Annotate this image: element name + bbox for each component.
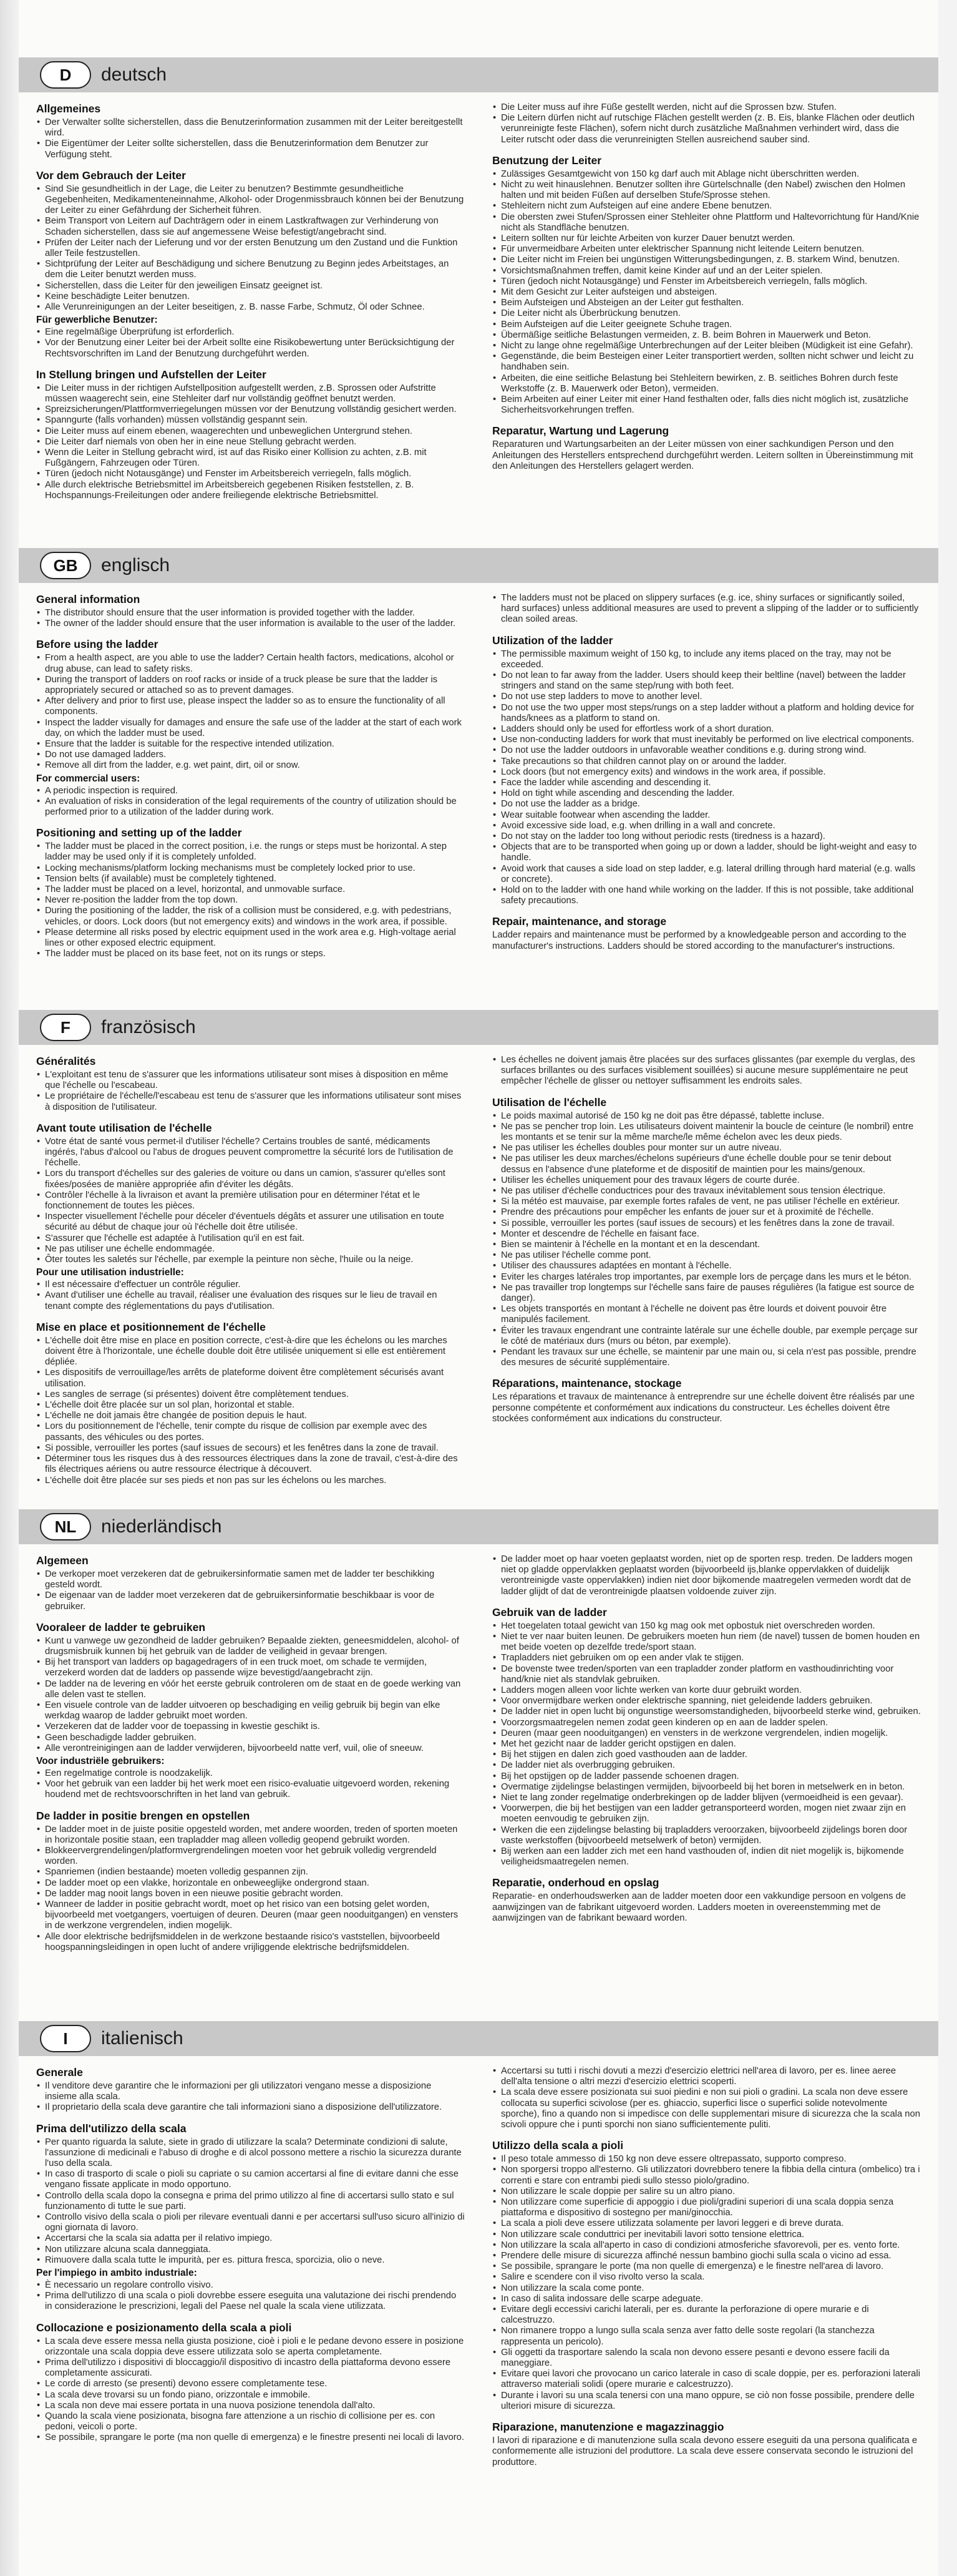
language-name: französisch xyxy=(101,1017,196,1037)
bullet-item: • Vorsichtsmaßnahmen treffen, damit keine Kinder auf und an der Leiter spielen. xyxy=(501,266,921,277)
bullet-item: • Leitern sollten nur für leichte Arbeiten von kurzer Dauer benutzt werden. xyxy=(501,233,921,244)
subsection-heading: Algemeen xyxy=(36,1554,89,1567)
section-header xyxy=(19,548,938,583)
bullet-list xyxy=(492,1055,921,1087)
bullet-item: • Rimuovere dalla scala tutte le impurità, per es. pittura fresca, sporcizia, olio o neve. xyxy=(45,2255,465,2266)
bullet-item: • The ladder must be placed in the correct position, i.e. the rungs or steps must be horizontal. A step ladder may be used only if it is completely unfolded. xyxy=(45,841,465,863)
bullet-item: • L'échelle ne doit jamais être changée de position depuis le haut. xyxy=(45,1411,465,1421)
bullet-item: • Il venditore deve garantire che le informazioni per gli utilizzatori vengano messe a disposizione insieme alla scala. xyxy=(45,2081,465,2102)
bullet-item: • Avoid work that causes a side load on step ladder, e.g. lateral drilling through hard material (e.g. walls or concrete). xyxy=(501,864,921,885)
bullet-item: • Ne pas utiliser d'échelle conductrices pour des travaux inévitablement sous tension électrique. xyxy=(501,1186,921,1197)
bullet-item: • Non utilizzare la scala come ponte. xyxy=(501,2283,921,2294)
bullet-item: • Please determine all risks posed by electric equipment used in the work area e.g. High-voltage aerial lines or other exposed electric equipment. xyxy=(45,928,465,949)
bullet-item: • Die Leitern dürfen nicht auf rutschige Flächen gestellt werden (z. B. Eis, blanke Flächen oder deutlich verunreinigte feste Flächen), sofern nicht durch zusätzliche Maßnahmen verhindert wird, dass die Leiter rutscht oder dass die verunreinigten Stellen ausreichend sauber sind. xyxy=(501,113,921,145)
bullet-item: • Arbeiten, die eine seitliche Belastung bei Stehleitern bewirken, z. B. seitliches Bohren durch feste Werkstoffe (z. B. Mauerwerk oder Beton), vermeiden. xyxy=(501,373,921,394)
bullet-item: • Ne pas utiliser une échelle endommagée. xyxy=(45,1244,465,1255)
bullet-item: • In caso di salita indossare delle scarpe adeguate. xyxy=(501,2294,921,2304)
bullet-item: • Die Leiter nicht im Freien bei ungünstigen Witterungsbedingungen, z. B. starkem Wind, benutzen. xyxy=(501,255,921,265)
bullet-item: • La scala non deve mai essere portata in una nuova posizione tenendola dall'alto. xyxy=(45,2401,465,2411)
bullet-item: • Déterminer tous les risques dus à des ressources électriques dans la zone de travail, c'est-à-dire des fils électriques aériens ou autre ressource électrique à découvert. xyxy=(45,1454,465,1475)
language-code-badge: I xyxy=(40,2025,91,2052)
bullet-item: • Prima dell'utilizzo di una scala o pioli dovrebbe essere eseguita una valutazione dei rischi prendendo in considerazione le prescrizioni, legali del Paese nel quale la scala viene utilizzata. xyxy=(45,2291,465,2312)
bullet-item: • Die Leiter muss auf ihre Füße gestellt werden, nicht auf die Sprossen bzw. Stufen. xyxy=(501,102,921,113)
bullet-item: • Beim Arbeiten auf einer Leiter mit einer Hand festhalten oder, falls dies nicht möglich ist, zusätzliche Sicherheitsvorkehrungen treffen. xyxy=(501,394,921,416)
language-name: italienisch xyxy=(101,2028,183,2049)
bullet-list xyxy=(36,1569,465,1612)
bullet-item: • Do not use step ladders to move to another level. xyxy=(501,692,921,702)
bullet-item: • Quando la scala viene posizionata, bisogna fare attenzione a un rischio di collisione per es. con pedoni, veicoli o porte. xyxy=(45,2411,465,2432)
user-group-heading: Pour une utilisation industrielle: xyxy=(36,1267,184,1278)
bullet-item: • La scala deve trovarsi su un fondo piano, orizzontale e immobile. xyxy=(45,2390,465,2401)
bullet-item: • Bij het opstijgen op de ladder passende schoenen dragen. xyxy=(501,1771,921,1782)
bullet-item: • Trapladders niet gebruiken om op een ander vlak te stijgen. xyxy=(501,1653,921,1663)
bullet-item: • Ne pas se pencher trop loin. Les utilisateurs doivent maintenir la boucle de ceinture (le nombril) entre les montants et se tenir sur la même marche/le même échelon avec les deux pieds. xyxy=(501,1122,921,1143)
user-group-heading: Voor industriële gebruikers: xyxy=(36,1756,165,1767)
bullet-item: • Bij het stijgen en dalen zich goed vasthouden aan de ladder. xyxy=(501,1750,921,1760)
bullet-item: • Les sangles de serrage (si présentes) doivent être complètement tendues. xyxy=(45,1389,465,1400)
bullet-item: • Non utilizzare come superficie di appoggio i due pioli/gradini superiori di una scala doppia senza piattaforma e dispositivo di sostegno per mani/ginocchia. xyxy=(501,2197,921,2218)
column-right xyxy=(492,2066,921,2564)
bullet-item: • Niet te lang zonder regelmatige onderbrekingen op de ladder blijven (vermoeidheid is een gevaar). xyxy=(501,1793,921,1803)
bullet-list xyxy=(36,841,465,959)
subsection-heading: Benutzung der Leiter xyxy=(492,154,602,167)
bullet-item: • Für unvermeidbare Arbeiten unter elektrischer Spannung nicht leitende Leitern benutzen. xyxy=(501,244,921,255)
bullet-item: • Gli oggetti da trasportare salendo la scala non devono essere pesanti e devono essere facili da maneggiare. xyxy=(501,2348,921,2369)
bullet-item: • Objects that are to be transported when going up or down a ladder, should be light-weight and easy to handle. xyxy=(501,842,921,863)
subsection-heading: Allgemeines xyxy=(36,102,101,115)
bullet-list xyxy=(36,1636,465,1754)
bullet-item: • Accertarsi che la scala sia adatta per il relativo impiego. xyxy=(45,2233,465,2244)
subsection-heading: Reparatie, onderhoud en opslag xyxy=(492,1876,659,1889)
bullet-item: • Non utilizzare scale conduttrici per inevitabili lavori sotto tensione elettrica. xyxy=(501,2230,921,2240)
bullet-list xyxy=(492,1621,921,1868)
section-header xyxy=(19,1010,938,1045)
bullet-item: • Alle durch elektrische Betriebsmittel im Arbeitsbereich gegebenen Risiken feststellen, z. B. Hochspannungs-Freileitungen oder andere freiliegende elektrische Betriebsmittel. xyxy=(45,480,465,501)
subsection-heading: Prima dell'utilizzo della scala xyxy=(36,2122,187,2135)
bullet-list xyxy=(36,1768,465,1801)
bullet-item: • Het toegelaten totaal gewicht van 150 kg mag ook met opbostuk niet overschreden worden. xyxy=(501,1621,921,1632)
subsection-heading: Reparatur, Wartung und Lagerung xyxy=(492,424,669,438)
bullet-item: • The owner of the ladder should ensure that the user information is available to the user of the ladder. xyxy=(45,619,465,629)
bullet-list xyxy=(36,1280,465,1312)
bullet-item: • Türen (jedoch nicht Notausgänge) und Fenster im Arbeitsbereich verriegeln, falls möglich. xyxy=(45,469,465,479)
paragraph: Reparatie- en onderhoudswerken aan de ladder moeten door een vakkundige persoon en volgens de aanwijzingen van de fabrikant uitgevoerd worden. Ladders moeten in overeenstemming met de aanwijzingen van de fabrikant bewaard worden. xyxy=(492,1891,906,1923)
bullet-item: • Niet te ver naar buiten leunen. De gebruikers moeten hun riem (de navel) tussen de bomen houden en met beide voeten op dezelfde trede/sport staan. xyxy=(501,1632,921,1653)
bullet-item: • Durante i lavori su una scala tenersi con una mano oppure, se ciò non fosse possibile, prendere delle ulteriori misure di sicurezza. xyxy=(501,2391,921,2412)
bullet-item: • Beim Aufsteigen auf die Leiter geeignete Schuhe tragen. xyxy=(501,320,921,330)
column-left xyxy=(36,1055,465,1486)
bullet-item: • Een regelmatige controle is noodzakelijk. xyxy=(45,1768,465,1779)
language-name: englisch xyxy=(101,555,170,575)
subsection-heading: Généralités xyxy=(36,1055,96,1067)
bullet-list xyxy=(36,608,465,629)
paragraph: I lavori di riparazione e di manutenzione sulla scala devono essere eseguiti da una persona qualificata e conformemente alle istruzioni del produttore. La scala deve essere conservata secondo le istruzioni del produttore. xyxy=(492,2436,918,2467)
subsection-heading: Vooraleer de ladder te gebruiken xyxy=(36,1620,206,1633)
column-right xyxy=(492,1554,921,1984)
bullet-item: • Accertarsi su tutti i rischi dovuti a mezzi d'esercizio elettrici nell'area di lavoro, per es. linee aeree dell'alta tensione o altri mezzi d'esercizio elettrici scoperti. xyxy=(501,2066,921,2087)
bullet-item: • Éviter les travaux engendrant une contrainte latérale sur une échelle double, par exemple perçage sur le côté de matériaux durs (murs ou béton, par exemple). xyxy=(501,1326,921,1347)
bullet-item: • Kunt u vanwege uw gezondheid de ladder gebruiken? Bepaalde ziekten, geneesmiddelen, alcohol- of drugsmisbruik kunnen bij het gebruik van de ladder de veiligheid in gevaar brengen. xyxy=(45,1636,465,1657)
bullet-item: • The ladder must be placed on its base feet, not on its rungs or steps. xyxy=(45,949,465,959)
bullet-item: • Vor der Benutzung einer Leiter bei der Arbeit sollte eine Risikobewertung unter Berücksichtigung der Rechtsvorschriften im Land der Benutzung durchgeführt werden. xyxy=(45,338,465,359)
bullet-item: • Ladders mogen alleen voor lichte werken van korte duur gebruikt worden. xyxy=(501,1685,921,1696)
language-code-badge: F xyxy=(40,1014,91,1041)
bullet-item: • De ladder moet op haar voeten geplaatst worden, niet op de sporten resp. treden. De ladders mogen niet op gladde oppervlakken geplaatst worden (bijvoorbeeld ijs,blanke oppervlakken of duidelijk verontreinigde vaste oppervlakken) indien niet door bijkomende maatregelen vermeden wordt dat de ladder glijdt of dat de verontreinigde plaatsen voldoende zuiver zijn. xyxy=(501,1554,921,1597)
bullet-item: • Take precautions so that children cannot play on or around the ladder. xyxy=(501,757,921,767)
bullet-item: • De ladder niet als overbrugging gebruiken. xyxy=(501,1760,921,1771)
bullet-item: • De bovenste twee treden/sporten van een trapladder zonder platform en vasthoudinrichting voor hand/knie niet als standvlak gebruiken. xyxy=(501,1664,921,1685)
bullet-item: • Do not stay on the ladder too long without periodic rests (tiredness is a hazard). xyxy=(501,831,921,842)
bullet-item: • Evitare degli eccessivi carichi laterali, per es. durante la perforazione di opere murarie e di calcestruzzo. xyxy=(501,2304,921,2326)
bullet-item: • Die Eigentümer der Leiter sollte sicherstellen, dass die Benutzerinformation dem Benutzer zur Verfügung steht. xyxy=(45,139,465,160)
bullet-item: • Do not use damaged ladders. xyxy=(45,750,465,760)
section-german xyxy=(19,57,938,513)
bullet-item: • Inspect the ladder visually for damages and ensure the safe use of the ladder at the start of each work day, on which the ladder must be used. xyxy=(45,718,465,739)
bullet-item: • Contrôler l'échelle à la livraison et avant la première utilisation pour en déterminer l'état et le fonctionnement de toutes les pièces. xyxy=(45,1190,465,1212)
bullet-item: • Die obersten zwei Stufen/Sprossen einer Stehleiter ohne Plattform und Haltevorrichtung für Hand/Knie nicht als Standfläche benutzen. xyxy=(501,212,921,233)
bullet-item: • Les objets transportés en montant à l'échelle ne doivent pas être lourds et doivent pouvoir être manipulés facilement. xyxy=(501,1304,921,1325)
bullet-item: • De ladder moet op een vlakke, horizontale en onbeweeglijke ondergrond staan. xyxy=(45,1878,465,1889)
column-left xyxy=(36,102,465,513)
subsection-heading: Before using the ladder xyxy=(36,638,158,651)
bullet-item: • Le propriétaire de l'échelle/l'escabeau est tenu de s'assurer que les informations utilisateur sont mises à disposition de l'utilisateur. xyxy=(45,1091,465,1112)
bullet-item: • Non utilizzare la scala all'aperto in caso di condizioni atmosferiche sfavorevoli, per es. vento forte. xyxy=(501,2240,921,2251)
bullet-item: • Pendant les travaux sur une échelle, se maintenir par une main ou, si cela n'est pas possible, prendre des mesures de sécurité supplémentaire. xyxy=(501,1347,921,1368)
column-left xyxy=(36,593,465,972)
bullet-item: • The ladders must not be placed on slippery surfaces (e.g. ice, shiny surfaces or significantly soiled, hard surfaces) unless additional measures are used to prevent a slipping of the ladder or to sufficiently clean soiled areas. xyxy=(501,593,921,625)
user-group-heading: Per l'impiego in ambito industriale: xyxy=(36,2268,197,2279)
language-code-badge: GB xyxy=(40,552,91,579)
bullet-item: • È necessario un regolare controllo visivo. xyxy=(45,2280,465,2291)
section-header xyxy=(19,2021,938,2056)
bullet-item: • Les échelles ne doivent jamais être placées sur des surfaces glissantes (par exemple du verglas, des surfaces brillantes ou des surfaces visiblement souillées) si aucune mesure supplémentaire ne peut empêcher l'échelle de glisser ou nettoyer suffisamment les endroits sales. xyxy=(501,1055,921,1087)
bullet-item: • Se possibile, sprangare le porte (ma non quelle di emergenza) e le finestre presenti nei locali di lavoro. xyxy=(45,2432,465,2443)
subsection-heading: Positioning and setting up of the ladder xyxy=(36,826,242,840)
bullet-item: • Een visuele controle van de ladder uitvoeren op beschadiging en veilig gebruik bij begin van elke werkdag waarop de ladder gebruikt moet worden. xyxy=(45,1700,465,1721)
bullet-item: • Geen beschadigde ladder gebruiken. xyxy=(45,1733,465,1743)
bullet-item: • Zulässiges Gesamtgewicht von 150 kg darf auch mit Ablage nicht überschritten werden. xyxy=(501,169,921,180)
bullet-item: • Alle door elektrische bedrijfsmiddelen in de werkzone bestaande risico's vaststellen, bijvoorbeeld hoogspanningsleidingen in open lucht of andere vrijliggende elektrische bedrijfsmiddelen. xyxy=(45,1932,465,1953)
bullet-item: • L'échelle doit être placée sur ses pieds et non pas sur les échelons ou les marches. xyxy=(45,1476,465,1486)
bullet-item: • Overmatige zijdelingse belastingen vermijden, bijvoorbeeld bij het boren in metselwerk en in beton. xyxy=(501,1782,921,1793)
bullet-item: • Locking mechanisms/platform locking mechanisms must be completely locked prior to use. xyxy=(45,863,465,874)
bullet-item: • Salire e scendere con il viso rivolto verso la scala. xyxy=(501,2272,921,2283)
section-dutch xyxy=(19,1509,938,1984)
bullet-item: • Prüfen der Leiter nach der Lieferung und vor der ersten Benutzung um den Zustand und die Funktion aller Teile festzustellen. xyxy=(45,238,465,259)
bullet-item: • De ladder mag nooit langs boven in een nieuwe positie gebracht worden. xyxy=(45,1889,465,1899)
bullet-item: • Nicht zu weit hinauslehnen. Benutzer sollten ihre Gürtelschnalle (den Nabel) zwischen den Holmen halten und mit beiden Füßen auf derselben Stufe/Sprosse stehen. xyxy=(501,180,921,201)
bullet-item: • A periodic inspection is required. xyxy=(45,786,465,796)
paragraph: Ladder repairs and maintenance must be performed by a knowledgeable person and according to the manufacturer's instructions. Ladders should be stored according to the manufacturer's instructions. xyxy=(492,930,906,951)
bullet-item: • Prima dell'utilizzo i dispositivi di bloccaggio/il dispositivo di incastro della piattaforma devono essere completamente assicurati. xyxy=(45,2358,465,2379)
paragraph: Les réparations et travaux de maintenance à entreprendre sur une échelle doivent être réalisés par une personne compétente et conformément aux indications du constructeur. Les échelles doivent être stockées conformément aux indications du constructeur. xyxy=(492,1392,915,1424)
bullet-item: • Deuren (maar geen nooduitgangen) en vensters in de werkzone vergrendelen, indien mogelijk. xyxy=(501,1728,921,1739)
bullet-list xyxy=(36,1137,465,1265)
bullet-item: • The distributor should ensure that the user information is provided together with the ladder. xyxy=(45,608,465,619)
subsection-heading: Réparations, maintenance, stockage xyxy=(492,1377,682,1390)
bullet-item: • Bien se maintenir à l'échelle en la montant et en la descendant. xyxy=(501,1240,921,1250)
bullet-item: • Le corde di arresto (se presenti) devono essere completamente tese. xyxy=(45,2379,465,2389)
subsection-heading: Utilisation de l'échelle xyxy=(492,1095,607,1109)
bullet-item: • Votre état de santé vous permet-il d'utiliser l'échelle? Certains troubles de santé, médicaments ingérés, l'abus d'alcool ou l'abus de drogues peuvent compromettre la sécurité lors de l'utilisation de l'échelle. xyxy=(45,1137,465,1169)
column-left xyxy=(36,1554,465,1984)
bullet-item: • Remove all dirt from the ladder, e.g. wet paint, dirt, oil or snow. xyxy=(45,760,465,771)
bullet-item: • Alle Verunreinigungen an der Leiter beseitigen, z. B. nasse Farbe, Schmutz, Öl oder Schnee. xyxy=(45,302,465,313)
subsection-heading: Mise en place et positionnement de l'échelle xyxy=(36,1320,266,1333)
page-fold-shadow xyxy=(0,0,19,2576)
bullet-item: • Spanriemen (indien bestaande) moeten volledig gespannen zijn. xyxy=(45,1867,465,1878)
bullet-item: • Keine beschädigte Leiter benutzen. xyxy=(45,291,465,302)
bullet-item: • Never re-position the ladder from the top down. xyxy=(45,895,465,906)
bullet-item: • Ôter toutes les saletés sur l'échelle, par exemple la peinture non sèche, l'huile ou la neige. xyxy=(45,1255,465,1265)
subsection-heading: Repair, maintenance, and storage xyxy=(492,915,667,928)
bullet-item: • Blokkeervergrendelingen/platformvergrendelingen moeten voor het gebruik volledig vergrendeld worden. xyxy=(45,1846,465,1867)
bullet-item: • After delivery and prior to first use, please inspect the ladder so as to ensure the functionality of all components. xyxy=(45,696,465,717)
bullet-item: • Il est nécessaire d'effectuer un contrôle régulier. xyxy=(45,1280,465,1290)
bullet-item: • Les dispositifs de verrouillage/les arrêts de plateforme doivent être complètement sécurisés avant utilisation. xyxy=(45,1368,465,1389)
bullet-item: • Le poids maximal autorisé de 150 kg ne doit pas être dépassé, tablette incluse. xyxy=(501,1111,921,1122)
bullet-item: • Il peso totale ammesso di 150 kg non deve essere oltrepassato, supporto compreso. xyxy=(501,2154,921,2165)
bullet-item: • Türen (jedoch nicht Notausgänge) und Fenster im Arbeitsbereich verriegeln, falls möglich. xyxy=(501,277,921,287)
bullet-item: • Monter et descendre de l'échelle en faisant face. xyxy=(501,1229,921,1240)
bullet-item: • De ladder niet in open lucht bij ongunstige weersomstandigheden, bijvoorbeeld sterke wind, gebruiken. xyxy=(501,1707,921,1717)
bullet-item: • Inspecter visuellement l'échelle pour déceler d'éventuels dégâts et assurer une utilisation en toute sécurité au début de chaque jour où l'échelle doit être utilisée. xyxy=(45,1212,465,1233)
language-code-badge: NL xyxy=(40,1513,91,1540)
bullet-item: • Lors du positionnement de l'échelle, tenir compte du risque de collision par exemple avec des passants, des véhicules ou des portes. xyxy=(45,1421,465,1442)
bullet-list xyxy=(492,2154,921,2412)
section-italian xyxy=(19,2021,938,2564)
bullet-item: • Si possible, verrouiller les portes (sauf issues de secours) et les fenêtres dans la zone de travail. xyxy=(45,1443,465,1454)
language-name: deutsch xyxy=(101,64,167,85)
bullet-item: • Hold on to the ladder with one hand while working on the ladder. If this is not possible, take additional safety precautions. xyxy=(501,885,921,906)
bullet-item: • Sichtprüfung der Leiter auf Beschädigung und sichere Benutzung zu Beginn jedes Arbeitstages, an dem die Leiter benutzt werden muss. xyxy=(45,259,465,280)
bullet-item: • Use non-conducting ladders for work that must inevitably be performed on live electrical components. xyxy=(501,735,921,745)
bullet-item: • Face the ladder while ascending and descending it. xyxy=(501,778,921,788)
bullet-item: • Sind Sie gesundheitlich in der Lage, die Leiter zu benutzen? Bestimmte gesundheitliche Gegebenheiten, Medikamenteneinnahme, Alkohol- oder Drogenmissbrauch können bei der Benutzung der Leiter zu einer Gefährdung der Sicherheit führen. xyxy=(45,184,465,217)
bullet-item: • During the transport of ladders on roof racks or inside of a truck please be sure that the ladder is appropriately secured or attached so as to prevent damages. xyxy=(45,675,465,696)
bullet-list xyxy=(492,102,921,145)
bullet-item: • Si la météo est mauvaise, par exemple fortes rafales de vent, ne pas utiliser l'échelle en extérieur. xyxy=(501,1197,921,1207)
bullet-item: • Mit dem Gesicht zur Leiter aufsteigen und absteigen. xyxy=(501,287,921,298)
paragraph: Reparaturen und Wartungsarbeiten an der Leiter müssen von einer sachkundigen Person und den Anleitungen des Herstellers entsprechend durchgeführt werden. Leitern sollten in Übereinstimmung mit den Anleitungen des Herstellers gelagert werden. xyxy=(492,439,913,471)
bullet-item: • Per quanto riguarda la salute, siete in grado di utilizzare la scala? Determinate condizioni di salute, l'assunzione di medicinali e l'abuso di droghe e di alcol possono mettere a rischio la sicurezza durante l'uso della scala. xyxy=(45,2137,465,2170)
bullet-list xyxy=(36,2081,465,2113)
bullet-item: • L'échelle doit être mise en place en position correcte, c'est-à-dire que les échelons ou les marches doivent être à l'horizontale, une échelle double doit être utilisée uniquement si elle est entièrement dépliée. xyxy=(45,1336,465,1368)
bullet-item: • An evaluation of risks in consideration of the legal requirements of the country of utilization should be performed prior to a utilization of the ladder during work. xyxy=(45,796,465,818)
bullet-item: • Utiliser les échelles uniquement pour des travaux légers de courte durée. xyxy=(501,1175,921,1186)
section-french xyxy=(19,1010,938,1486)
column-right xyxy=(492,593,921,972)
bullet-item: • S'assurer que l'échelle est adaptée à l'utilisation qu'il en est fait. xyxy=(45,1233,465,1244)
bullet-list xyxy=(36,786,465,818)
bullet-item: • De ladder na de levering en vóór het eerste gebruik controleren om de staat en de goede werking van alle delen vast te stellen. xyxy=(45,1679,465,1700)
bullet-list xyxy=(36,2336,465,2444)
bullet-item: • Wear suitable footwear when ascending the ladder. xyxy=(501,810,921,821)
subsection-heading: Utilizzo della scala a pioli xyxy=(492,2139,624,2152)
bullet-item: • Nicht zu lange ohne regelmäßige Unterbrechungen auf der Leiter bleiben (Müdigkeit ist eine Gefahr). xyxy=(501,341,921,351)
bullet-item: • Spreizsicherungen/Plattformverriegelungen müssen vor der Benutzung vollständig gesichert werden. xyxy=(45,404,465,415)
bullet-item: • The ladder must be placed on a level, horizontal, and unmovable surface. xyxy=(45,884,465,895)
bullet-item: • Die Leiter muss auf einem ebenen, waagerechten und unbeweglichen Untergrund stehen. xyxy=(45,426,465,437)
bullet-item: • Met het gezicht naar de ladder gericht opstijgen en dalen. xyxy=(501,1739,921,1750)
bullet-item: • La scala deve essere messa nella giusta posizione, cioè i pioli e le pedane devono essere in posizione orizzontale una scala doppia deve essere utilizzata solo se aperta completamente. xyxy=(45,2336,465,2358)
section-header xyxy=(19,1509,938,1544)
bullet-item: • De ladder moet in de juiste positie opgesteld worden, met andere woorden, treden of sporten moeten in horizontale positie staan, een trapladder mag alleen volledig geopend gebruikt worden. xyxy=(45,1824,465,1846)
bullet-item: • Si possible, verrouiller les portes (sauf issues de secours) et les fenêtres dans la zone de travail. xyxy=(501,1218,921,1229)
bullet-item: • Der Verwalter sollte sicherstellen, dass die Benutzerinformation zusammen mit der Leiter bereitgestellt wird. xyxy=(45,117,465,139)
bullet-item: • Ladders should only be used for effortless work of a short duration. xyxy=(501,724,921,735)
subsection-heading: Generale xyxy=(36,2066,83,2079)
bullet-item: • Ensure that the ladder is suitable for the respective intended utilization. xyxy=(45,739,465,750)
bullet-item: • Ne pas travailler trop longtemps sur l'échelle sans faire de pauses régulières (la fatigue est source de danger). xyxy=(501,1283,921,1304)
bullet-item: • In caso di trasporto di scale o pioli su capriate o su camion accertarsi al fine di evitare danni che esse vengano fissate applicate in modo opportuno. xyxy=(45,2169,465,2190)
bullet-item: • Stehleitern nicht zum Aufsteigen auf eine andere Ebene benutzen. xyxy=(501,201,921,212)
subsection-heading: General information xyxy=(36,593,140,605)
bullet-item: • Gegenstände, die beim Besteigen einer Leiter transportiert werden, sollten nicht schwer und leicht zu handhaben sein. xyxy=(501,351,921,373)
bullet-item: • Alle verontreinigingen aan de ladder verwijderen, bijvoorbeeld natte verf, vuil, olie of sneeuw. xyxy=(45,1743,465,1754)
bullet-list xyxy=(36,327,465,360)
bullet-item: • Wanneer de ladder in positie gebracht wordt, moet op het risico van een botsing gelet worden, bijvoorbeeld met voetgangers, voertuigen of deuren. Deuren (maar geen nooduitgangen) en vensters in de werkzone vergrendelen, indien mogelijk. xyxy=(45,1899,465,1932)
subsection-heading: Gebruik van de ladder xyxy=(492,1605,607,1619)
bullet-item: • Voor het gebruik van een ladder bij het werk moet een risico-evaluatie uitgevoerd worden, rekening houdend met de rechtsvoorschriften in het land van gebruik. xyxy=(45,1779,465,1800)
bullet-item: • Do not use the two upper most steps/rungs on a step ladder without a platform and holding device for hands/knees as a platform to stand on. xyxy=(501,703,921,724)
bullet-item: • Verzekeren dat de ladder voor de toepassing in kwestie geschikt is. xyxy=(45,1721,465,1732)
language-code-badge: D xyxy=(40,61,91,89)
bullet-item: • The permissible maximum weight of 150 kg, to include any items placed on the tray, may not be exceeded. xyxy=(501,649,921,670)
bullet-list xyxy=(36,653,465,771)
bullet-item: • Voor onvermijdbare werken onder elektrische spanning, niet geleidende ladders gebruiken. xyxy=(501,1696,921,1707)
section-header xyxy=(19,57,938,92)
bullet-item: • Übermäßige seitliche Belastungen vermeiden, z. B. beim Bohren in Mauerwerk und Beton. xyxy=(501,330,921,341)
bullet-item: • Spanngurte (falls vorhanden) müssen vollständig gespannt sein. xyxy=(45,415,465,426)
bullet-item: • Controllo della scala dopo la consegna e prima del primo utilizzo al fine di accertarsi sullo stato e sul funzionamento di tutte le sue parti. xyxy=(45,2191,465,2212)
subsection-heading: Avant toute utilisation de l'échelle xyxy=(36,1121,212,1134)
bullet-item: • Die Leiter nicht als Überbrückung benutzen. xyxy=(501,308,921,319)
subsection-heading: Collocazione e posizionamento della scala a pioli xyxy=(36,2321,292,2334)
bullet-item: • Avant d'utiliser une échelle au travail, réaliser une évaluation des risques sur le lieu de travail en tenant compte des réglementations du pays d'utilisation. xyxy=(45,1290,465,1311)
column-right xyxy=(492,1055,921,1472)
bullet-item: • Do not lean to far away from the ladder. Users should keep their beltline (navel) between the ladder stringers and stand on the same step/rung with both feet. xyxy=(501,670,921,692)
bullet-item: • Lors du transport d'échelles sur des galeries de voiture ou dans un camion, s'assurer qu'elles sont fixées/posées de manière appropriée afin d'éviter les dégâts. xyxy=(45,1168,465,1190)
subsection-heading: Riparazione, manutenzione e magazzinaggio xyxy=(492,2421,724,2434)
bullet-item: • Bij het transport van ladders op bagagedragers of in een truck moet, om schade te vermijden, verzekerd worden dat de ladders op passende wijze bevestigd/aangebracht zijn. xyxy=(45,1657,465,1678)
bullet-item: • Non utilizzare alcuna scala danneggiata. xyxy=(45,2245,465,2255)
bullet-item: • Sicherstellen, dass die Leiter für den jeweiligen Einsatz geeignet ist. xyxy=(45,281,465,291)
user-group-heading: For commercial users: xyxy=(36,773,140,784)
bullet-item: • During the positioning of the ladder, the risk of a collision must be considered, e.g. with pedestrians, vehicles, or doors. Lock doors (but not emergency exits) and windows in the work area, if possible. xyxy=(45,906,465,927)
bullet-item: • La scala deve essere posizionata sui suoi piedini e non sui pioli o gradini. La scala non deve essere collocata su superfici scivolose (per es. ghiaccio, superfici lisce o superfici solide notevolmente sporche), fino a quando non si impedisce con delle supplementari misure di sicurezza che la scala non scivoli oppure che i punti sporchi non siano sufficientemente puliti. xyxy=(501,2087,921,2130)
section-english xyxy=(19,548,938,972)
bullet-item: • Hold on tight while ascending and descending the ladder. xyxy=(501,788,921,799)
bullet-item: • Ne pas utiliser les échelles doubles pour monter sur un autre niveau. xyxy=(501,1143,921,1153)
subsection-heading: Vor dem Gebrauch der Leiter xyxy=(36,169,186,182)
bullet-item: • Die Leiter darf niemals von oben her in eine neue Stellung gebracht werden. xyxy=(45,437,465,448)
bullet-item: • Ne pas utiliser l'échelle comme pont. xyxy=(501,1250,921,1261)
bullet-item: • L'échelle doit être placée sur un sol plan, horizontal et stable. xyxy=(45,1400,465,1411)
bullet-item: • Avoid excessive side load, e.g. when drilling in a wall and concrete. xyxy=(501,821,921,831)
column-left xyxy=(36,2066,465,2564)
bullet-item: • Controllo visivo della scala o pioli per rilevare eventuali danni e per accertarsi sull'uso sicuro all'inizio di ogni giornata di lavoro. xyxy=(45,2212,465,2233)
bullet-item: • Wenn die Leiter in Stellung gebracht wird, ist auf das Risiko einer Kollision zu achten, z.B. mit Fußgängern, Fahrzeugen oder Türen. xyxy=(45,448,465,469)
bullet-item: • Die Leiter muss in der richtigen Aufstellposition aufgestellt werden, z.B. Sprossen oder Aufstritte müssen waagerecht sein, eine Stehleiter darf nur vollständig geöffnet benutzt werden. xyxy=(45,383,465,404)
bullet-item: • Do not use the ladder as a bridge. xyxy=(501,799,921,810)
bullet-item: • De verkoper moet verzekeren dat de gebruikersinformatie samen met de ladder ter beschikking gesteld wordt. xyxy=(45,1569,465,1590)
bullet-item: • De eigenaar van de ladder moet verzekeren dat de gebruikersinformatie beschikbaar is voor de gebruiker. xyxy=(45,1590,465,1612)
instruction-sheet xyxy=(19,0,938,2576)
bullet-list xyxy=(36,1824,465,1953)
column-right xyxy=(492,102,921,513)
bullet-item: • Voorwerpen, die bij het bestijgen van een ladder getransporteerd worden, mogen niet zwaar zijn en moeten eenvoudig te gebruiken zijn. xyxy=(501,1803,921,1824)
bullet-item: • La scala a pioli deve essere utilizzata solamente per lavori leggeri e di breve durata. xyxy=(501,2218,921,2229)
bullet-item: • Non utilizzare le scale doppie per salire su un altro piano. xyxy=(501,2187,921,2197)
bullet-item: • Beim Transport von Leitern auf Dachträgern oder in einem Lastkraftwagen zur Verhinderung von Schaden sicherstellen, dass sie auf angemessene Weise befestigt/angebracht sind. xyxy=(45,216,465,237)
bullet-item: • Eviter les charges latérales trop importantes, par exemple lors de perçage dans les murs et le béton. xyxy=(501,1272,921,1283)
bullet-item: • Utiliser des chaussures adaptées en montant à l'échelle. xyxy=(501,1261,921,1271)
bullet-item: • L'exploitant est tenu de s'assurer que les informations utilisateur sont mises à disposition en même que l'échelle ou l'escabeau. xyxy=(45,1070,465,1091)
bullet-item: • Non sporgersi troppo all'esterno. Gli utilizzatori dovrebbero tenere la fibbia della cintura (ombelico) tra i correnti e stare con entrambi piedi sullo stesso piolo/gradino. xyxy=(501,2165,921,2186)
bullet-item: • Eine regelmäßige Überprüfung ist erforderlich. xyxy=(45,327,465,338)
bullet-item: • Werken die een zijdelingse belasting bij trapladders veroorzaken, bijvoorbeeld zijdelings boren door vaste werkstoffen (bijvoorbeeld metselwerk of beton) vermijden. xyxy=(501,1825,921,1846)
bullet-item: • Prendre des précautions pour empêcher les enfants de jouer sur et à proximité de l'échelle. xyxy=(501,1207,921,1218)
bullet-list xyxy=(492,593,921,625)
bullet-item: • Ne pas utiliser les deux marches/échelons supérieurs d'une échelle double pour se tenir debout dessus en l'absence d'une plateforme et de dispositif de maintien pour les mains/genoux. xyxy=(501,1153,921,1175)
bullet-item: • Beim Aufsteigen und Absteigen an der Leiter gut festhalten. xyxy=(501,298,921,308)
bullet-list xyxy=(36,184,465,313)
bullet-item: • Non rimanere troppo a lungo sulla scala senza aver fatto delle soste regolari (la stanchezza rappresenta un pericolo). xyxy=(501,2326,921,2347)
user-group-heading: Für gewerbliche Benutzer: xyxy=(36,315,158,326)
bullet-list xyxy=(36,1070,465,1113)
bullet-list xyxy=(36,2280,465,2313)
bullet-list xyxy=(36,383,465,501)
bullet-item: • Bij werken aan een ladder zich met een hand vasthouden of, indien dit niet mogelijk is, bijkomende veiligheidsmaatregelen nemen. xyxy=(501,1846,921,1868)
subsection-heading: Utilization of the ladder xyxy=(492,634,613,647)
bullet-item: • Prendere delle misure di sicurezza affinché nessun bambino giochi sulla scala o vicino ad essa. xyxy=(501,2251,921,2261)
subsection-heading: In Stellung bringen und Aufstellen der Leiter xyxy=(36,368,266,381)
subsection-heading: De ladder in positie brengen en opstellen xyxy=(36,1809,250,1822)
bullet-item: • Se possibile, sprangare le porte (ma non quelle di emergenza) e le finestre nell'area di lavoro. xyxy=(501,2261,921,2272)
bullet-list xyxy=(492,1554,921,1597)
bullet-list xyxy=(36,1336,465,1486)
bullet-item: • Lock doors (but not emergency exits) and windows in the work area, if possible. xyxy=(501,767,921,778)
bullet-list xyxy=(36,2137,465,2266)
bullet-item: • Voorzorgsmaatregelen nemen zodat geen kinderen op en aan de ladder spelen. xyxy=(501,1718,921,1728)
bullet-item: • Il proprietario della scala deve garantire che tali informazioni siano a disposizione dell'utilizzatore. xyxy=(45,2102,465,2113)
language-name: niederländisch xyxy=(101,1516,222,1537)
bullet-list xyxy=(36,117,465,160)
bullet-item: • Evitare quei lavori che provocano un carico laterale in caso di scale doppie, per es. perforazioni laterali attraverso materiali solidi (opere murarie e calcestruzzo). xyxy=(501,2369,921,2390)
bullet-list xyxy=(492,169,921,416)
bullet-list xyxy=(492,649,921,907)
bullet-item: • From a health aspect, are you able to use the ladder? Certain health factors, medications, alcohol or drug abuse, can lead to safety risks. xyxy=(45,653,465,674)
bullet-item: • Tension belts (if available) must be completely tightened. xyxy=(45,874,465,884)
bullet-list xyxy=(492,2066,921,2130)
bullet-list xyxy=(492,1111,921,1369)
bullet-item: • Do not use the ladder outdoors in unfavorable weather conditions e.g. during strong wind. xyxy=(501,745,921,756)
